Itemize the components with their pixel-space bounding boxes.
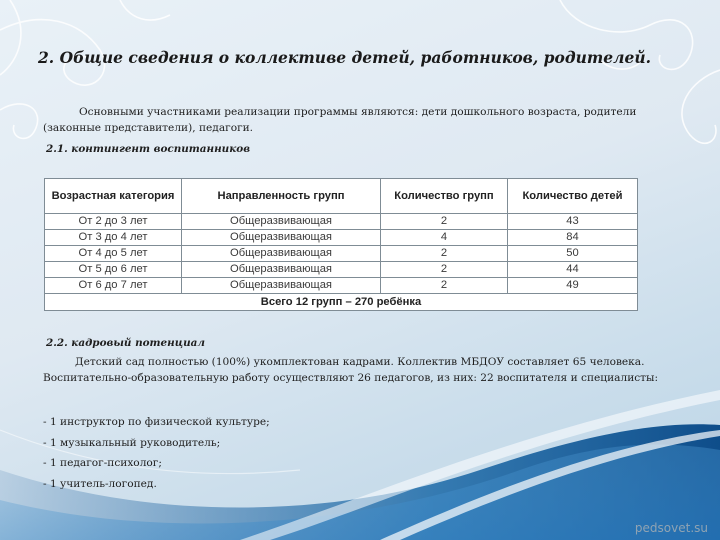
table-row — [45, 278, 638, 294]
children-contingent-table — [44, 178, 638, 311]
watermark: pedsovet.su — [634, 521, 708, 535]
orientation-cell: Общеразвивающая — [182, 230, 381, 246]
list-item: - 1 музыкальный руководитель; — [43, 436, 221, 449]
table-row — [45, 214, 638, 230]
children-count-cell: 84 — [508, 230, 638, 246]
total-cell: Всего 12 групп – 270 ребёнка — [45, 294, 638, 311]
intro-paragraph: Основными участниками реализации программы являются: дети дошкольного возраста, родители (законные представители), педагоги. — [43, 106, 637, 134]
column-header: Возрастная категория — [45, 179, 182, 214]
staff-paragraph-rest: Воспитательно-образовательную работу осуществляют 26 педагогов, из них: 22 воспитателя и специалисты: — [43, 372, 659, 384]
children-count-cell: 49 — [508, 278, 638, 294]
list-item: - 1 инструктор по физической культуре; — [43, 416, 270, 428]
column-header: Количество детей — [508, 179, 638, 214]
groups-count-cell: 2 — [381, 278, 508, 294]
groups-count-cell: 2 — [381, 246, 508, 262]
groups-count-cell: 2 — [381, 262, 508, 278]
page-title: 2. Общие сведения о коллективе детей, работников, родителей. — [38, 48, 652, 67]
orientation-cell: Общеразвивающая — [182, 278, 381, 294]
staff-paragraph-lead: Детский сад полностью (100%) укомплектован кадрами. Коллектив МБДОУ составляет 65 человека. — [75, 356, 645, 368]
section-heading-staff: 2.2. кадровый потенциал — [46, 337, 205, 349]
section-heading-contingent: 2.1. контингент воспитанников — [46, 143, 251, 155]
orientation-cell: Общеразвивающая — [182, 214, 381, 230]
age-cell: От 2 до 3 лет — [45, 214, 182, 230]
orientation-cell: Общеразвивающая — [182, 262, 381, 278]
orientation-cell: Общеразвивающая — [182, 246, 381, 262]
table-row — [45, 262, 638, 278]
age-cell: От 4 до 5 лет — [45, 246, 182, 262]
specialists-list — [43, 412, 270, 494]
column-header: Количество групп — [381, 179, 508, 214]
table-row — [45, 230, 638, 246]
table-header-row — [45, 179, 638, 214]
column-header: Направленность групп — [182, 179, 381, 214]
list-item: - 1 учитель-логопед. — [43, 477, 157, 490]
children-count-cell: 50 — [508, 246, 638, 262]
children-count-cell: 44 — [508, 262, 638, 278]
groups-count-cell: 2 — [381, 214, 508, 230]
table-total-row — [45, 294, 638, 311]
children-count-cell: 43 — [508, 214, 638, 230]
list-item: - 1 педагог-психолог; — [43, 457, 162, 469]
age-cell: От 5 до 6 лет — [45, 262, 182, 278]
table-row — [45, 246, 638, 262]
age-cell: От 3 до 4 лет — [45, 230, 182, 246]
groups-count-cell: 4 — [381, 230, 508, 246]
age-cell: От 6 до 7 лет — [45, 278, 182, 294]
staff-paragraph — [43, 354, 683, 386]
